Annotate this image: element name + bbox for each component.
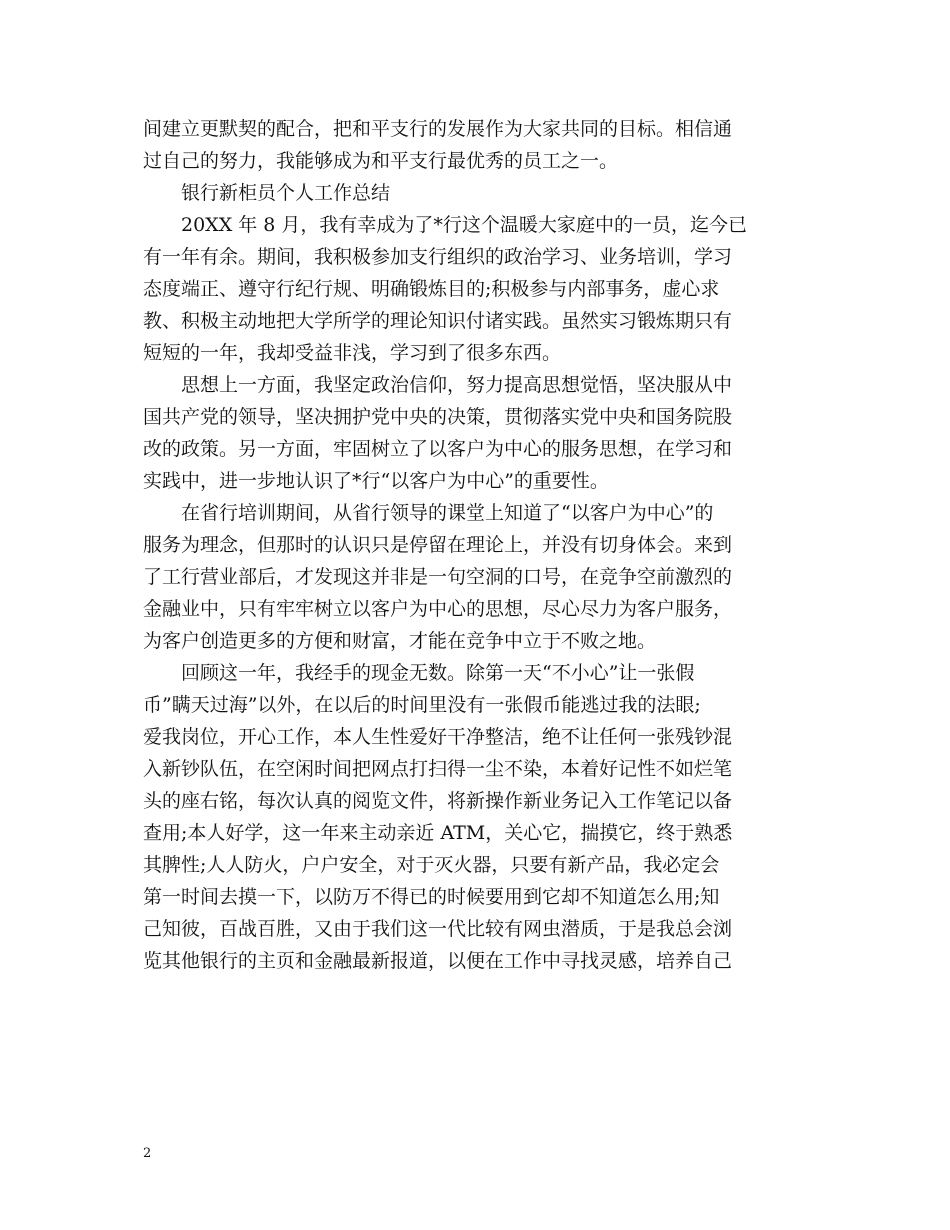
text-line: 态度端正、遵守行纪行规、明确锻炼目的;积极参与内部事务，虚心求 (143, 278, 720, 300)
text-line: 过自己的努力，我能够成为和平支行最优秀的员工之一。 (143, 150, 619, 172)
text-line: 了工行营业部后，才发现这并非是一句空洞的口号，在竞争空前激烈的 (143, 566, 733, 588)
text-line: 银行新柜员个人工作总结 (181, 182, 391, 204)
text-line: 查用;本人好学，这一年来主动亲近 ATM，关心它，揣摸它，终于熟悉 (143, 822, 733, 844)
text-line: 回顾这一年，我经手的现金无数。除第一天“不小心”让一张假 (181, 662, 695, 684)
text-line: 入新钞队伍，在空闲时间把网点打扫得一尘不染，本着好记性不如烂笔 (143, 758, 733, 780)
text-line: 有一年有余。期间，我积极参加支行组织的政治学习、业务培训，学习 (143, 246, 733, 268)
text-line: 教、积极主动地把大学所学的理论知识付诸实践。虽然实习锻炼期只有 (143, 310, 733, 332)
text-line: 实践中，进一步地认识了*行“以客户为中心”的重要性。 (143, 470, 609, 492)
text-line: 在省行培训期间，从省行领导的课堂上知道了“以客户为中心”的 (181, 502, 714, 524)
text-line: 国共产党的领导，坚决拥护党中央的决策，贯彻落实党中央和国务院股 (143, 406, 733, 428)
text-line: 己知彼，百战百胜，又由于我们这一代比较有网虫潜质，于是我总会浏 (143, 918, 733, 940)
text-line: 金融业中，只有牢牢树立以客户为中心的思想，尽心尽力为客户服务， (143, 598, 733, 620)
text-line: 币”瞒天过海”以外，在以后的时间里没有一张假币能逃过我的法眼; (143, 694, 701, 716)
text-line: 间建立更默契的配合，把和平支行的发展作为大家共同的目标。相信通 (143, 118, 733, 140)
page-number: 2 (143, 1146, 152, 1161)
text-line: 其脾性;人人防火，户户安全，对于灭火器，只要有新产品，我必定会 (143, 854, 720, 876)
document-body (143, 113, 815, 977)
text-line: 短短的一年，我却受益非浅，学习到了很多东西。 (143, 342, 562, 364)
text-line: 服务为理念，但那时的认识只是停留在理论上，并没有切身体会。来到 (143, 534, 733, 556)
text-line: 改的政策。另一方面，牢固树立了以客户为中心的服务思想，在学习和 (143, 438, 733, 460)
text-line: 20XX 年 8 月，我有幸成为了*行这个温暖大家庭中的一员，迄今已 (181, 214, 747, 236)
text-line: 为客户创造更多的方便和财富，才能在竞争中立于不败之地。 (143, 630, 657, 652)
text-line: 第一时间去摸一下，以防万不得已的时候要用到它却不知道怎么用;知 (143, 886, 720, 908)
text-line: 爱我岗位，开心工作，本人生性爱好干净整洁，绝不让任何一张残钞混 (143, 726, 733, 748)
text-line: 思想上一方面，我坚定政治信仰，努力提高思想觉悟，坚决服从中 (181, 374, 733, 396)
text-line: 头的座右铭，每次认真的阅览文件，将新操作新业务记入工作笔记以备 (143, 790, 733, 812)
text-line: 览其他银行的主页和金融最新报道，以便在工作中寻找灵感，培养自己 (143, 950, 733, 972)
